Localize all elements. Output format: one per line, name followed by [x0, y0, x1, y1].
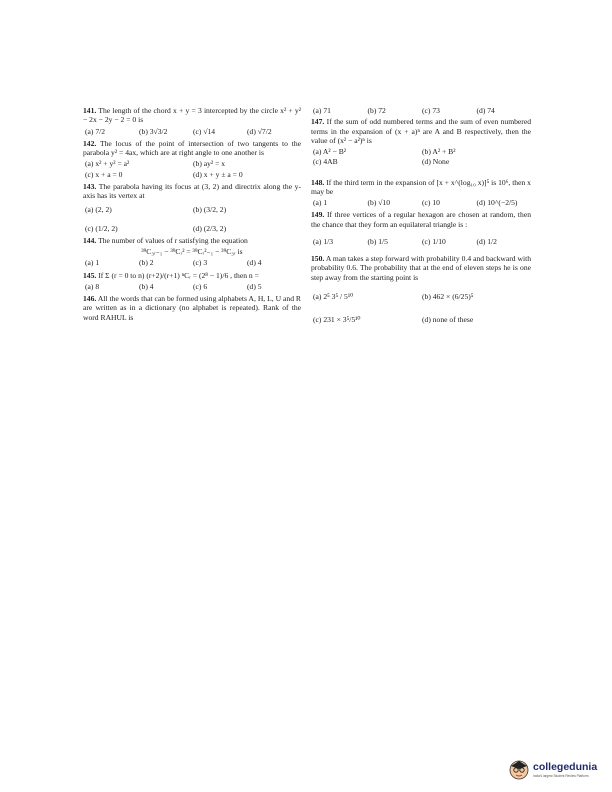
options: [85, 127, 301, 136]
option-b: (b) √10: [367, 198, 391, 207]
option-a: (a) 1: [85, 258, 100, 268]
option-a: (a) 2⁵ 3⁵ / 5¹⁰: [313, 291, 354, 301]
option-d: (d) None: [422, 157, 450, 167]
option-a: (a) 1: [313, 198, 328, 207]
question-number: 144.: [83, 235, 97, 245]
option-d: (d) 1/2: [476, 236, 497, 246]
question-text: If three vertices of a regular hexagon are chosen at random, then the chance that they form an equilateral triangle is :: [311, 210, 531, 229]
question-146-options: [313, 106, 531, 115]
question-150: [311, 254, 531, 324]
option-d: (d) x + y ± a = 0: [193, 169, 243, 179]
equation: ³⁹C₃ᵣ₋₁ − ³⁹Cᵣ² = ³⁹Cᵣ²₋₁ − ³⁹C₃ᵣ is: [141, 247, 243, 256]
question-text: The parabola having its focus at (3, 2) and directrix along the y-axis has its vertex at: [83, 181, 301, 200]
options: [85, 159, 301, 179]
option-c: (c) 3: [193, 258, 208, 268]
option-b: (b) 4: [139, 281, 154, 291]
options: [85, 282, 301, 291]
option-a: (a) A² − B²: [313, 147, 347, 156]
option-c: (c) 4AB: [313, 157, 338, 167]
option-d: (d) 74: [476, 106, 495, 115]
question-142: [83, 139, 301, 179]
option-a: (a) 7/2: [85, 126, 106, 136]
option-c: (c) 6: [193, 281, 208, 291]
left-column: [83, 106, 301, 325]
option-b: (b) 3√3/2: [139, 126, 168, 136]
option-b: (b) 462 × (6/25)⁵: [422, 291, 474, 301]
option-c: (c) √14: [193, 126, 216, 136]
option-b: (b) 2: [139, 258, 154, 268]
question-text: If the third term in the expansion of [x + x^(log₁₀ x)]⁵ is 10⁶, then x may be: [311, 177, 531, 196]
question-number: 147.: [311, 117, 325, 127]
option-a: (a) (2, 2): [85, 205, 112, 215]
question-149: [311, 210, 531, 246]
option-c: (c) 10: [422, 198, 440, 207]
option-b: (b) 1/5: [367, 236, 388, 246]
option-d: (d) (2/3, 2): [193, 223, 227, 233]
option-b: (b) (3/2, 2): [193, 205, 227, 215]
brand-name: collegedunia: [533, 761, 598, 773]
question-number: 143.: [83, 181, 97, 191]
options: [85, 258, 301, 267]
options: [313, 237, 531, 246]
options: [313, 198, 531, 207]
question-text: A man takes a step forward with probability 0.4 and backward with probability 0.6. The probability that at the end of eleven steps he is one step away from the starting point is: [311, 254, 532, 282]
question-number: 141.: [83, 106, 97, 115]
mascot-icon: [508, 758, 530, 780]
brand-tagline: India's largest Student Review Platform: [533, 774, 589, 778]
option-d: (d) √7/2: [247, 126, 272, 136]
option-c: (c) (1/2, 2): [85, 223, 118, 233]
option-d: (d) 10^(−2/5): [476, 198, 518, 207]
option-c: (c) 231 × 3⁵/5¹⁰: [313, 315, 361, 324]
collegedunia-logo: [508, 754, 604, 788]
question-text: The length of the chord x + y = 3 intercepted by the circle x² + y² − 2x − 2y − 2 = 0 is: [83, 106, 301, 125]
question-text: If Σ (r = 0 to n) (r+2)/(r+1) ⁿCᵣ = (2⁸ − 1)/6 , then n =: [98, 270, 259, 280]
question-text: If the sum of odd numbered terms and the sum of even numbered terms in the expansion of (x + a)ⁿ are A and B respectively, then the value of (x² − a²)ⁿ is: [311, 117, 531, 145]
option-b: (b) A² + B²: [422, 147, 456, 156]
option-c: (c) x + a = 0: [85, 169, 123, 179]
question-145: [83, 271, 301, 292]
question-number: 145.: [83, 270, 97, 280]
question-148: [311, 178, 531, 208]
question-141: [83, 106, 301, 136]
question-147: [311, 117, 531, 166]
question-number: 146.: [83, 294, 97, 303]
question-number: 150.: [311, 254, 325, 263]
options: [313, 292, 531, 325]
option-a: (a) x² + y² = a²: [85, 159, 130, 169]
option-c: (c) 1/10: [422, 236, 446, 246]
option-b: (b) 72: [367, 106, 386, 115]
question-number: 149.: [311, 210, 325, 220]
question-number: 148.: [311, 177, 325, 187]
question-text: The number of values of r satisfying the equation: [98, 235, 248, 245]
option-b: (b) ay² = x: [193, 159, 226, 169]
question-number: 142.: [83, 138, 97, 148]
option-d: (d) 4: [247, 258, 262, 268]
question-text: The locus of the point of intersection of two tangents to the parabola y² = 4ax, which are at right angle to one another is: [83, 138, 301, 157]
question-144: [83, 236, 301, 268]
option-d: (d) none of these: [422, 315, 474, 324]
question-text: All the words that can be formed using alphabets A, H, L, U and R are written as in a dictionary (no alphabet is repeated). Rank of the word RAHUL is: [83, 294, 301, 322]
options: [313, 147, 531, 167]
option-a: (a) 1/3: [313, 236, 334, 246]
option-d: (d) 5: [247, 281, 262, 291]
option-a: (a) 8: [85, 281, 100, 291]
spacer: [311, 170, 531, 178]
option-a: (a) 71: [313, 106, 331, 115]
question-146: [83, 294, 301, 322]
option-c: (c) 73: [422, 106, 440, 115]
right-column: [311, 106, 531, 327]
options: [85, 205, 301, 233]
question-143: [83, 182, 301, 233]
